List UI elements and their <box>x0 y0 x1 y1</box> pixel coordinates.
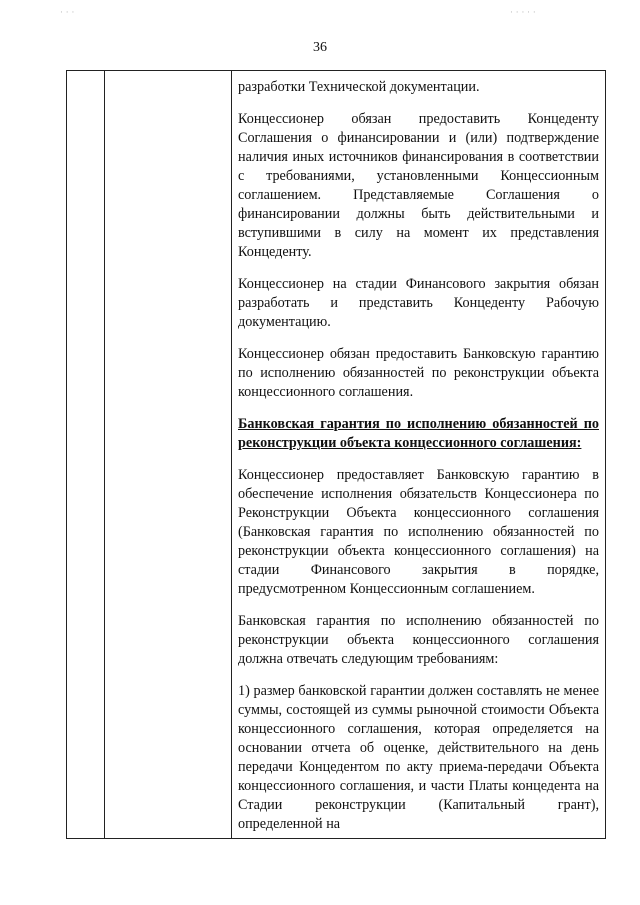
document-table <box>66 70 606 839</box>
section-heading-bank-guarantee: Банковская гарантия по исполнению обязанностей по реконструкции объекта концессионного соглашения: <box>238 416 599 451</box>
number-cell <box>67 71 105 839</box>
paragraph-continuation: разработки Технической документации. <box>238 79 480 95</box>
paragraph-guarantee-requirements: Банковская гарантия по исполнению обязанностей по реконструкции объекта концессионного соглашения должна отвечать следующим требованиям: <box>238 613 599 667</box>
list-item-guarantee-amount: 1) размер банковской гарантии должен составлять не менее суммы, состоящей из суммы рыночной стоимости Объекта концессионного соглашения, которая определяется на основании отчета об оценке, действительного на день передачи Концедентом по акту приема-передачи Объекта концессионного соглашения, и части Платы концедента на Стадии реконструкции (Капитальный грант), определенной на <box>238 683 599 832</box>
name-cell <box>105 71 232 839</box>
paragraph-financing-agreements: Концессионер обязан предоставить Концеденту Соглашения о финансировании и (или) подтверждение наличия иных источников финансирования в соответствии с требованиями, установленными Концессионным соглашением. Представляемые Соглашения о финансировании должны быть действительными и вступившими в силу на момент их представления Концеденту. <box>238 111 599 260</box>
table-row <box>67 71 606 839</box>
page-number: 36 <box>313 40 327 55</box>
paragraph-working-documentation: Концессионер на стадии Финансового закрытия обязан разработать и представить Концеденту Рабочую документацию. <box>238 276 599 330</box>
paragraph-bank-guarantee-obligation: Концессионер обязан предоставить Банковскую гарантию по исполнению обязанностей по реконструкции объекта концессионного соглашения. <box>238 346 599 400</box>
paragraph-guarantee-provision: Концессионер предоставляет Банковскую гарантию в обеспечение исполнения обязательств Концессионера по Реконструкции Объекта концессионного соглашения (Банковская гарантия по исполнению обязанностей по реконструкции объекта концессионного соглашения) на стадии Финансового закрытия в порядке, предусмотренном Концессионным соглашением. <box>238 467 599 597</box>
scan-artifact: · · · <box>60 8 75 18</box>
scan-artifact: · · · · · <box>510 8 536 18</box>
content-cell <box>232 71 606 839</box>
